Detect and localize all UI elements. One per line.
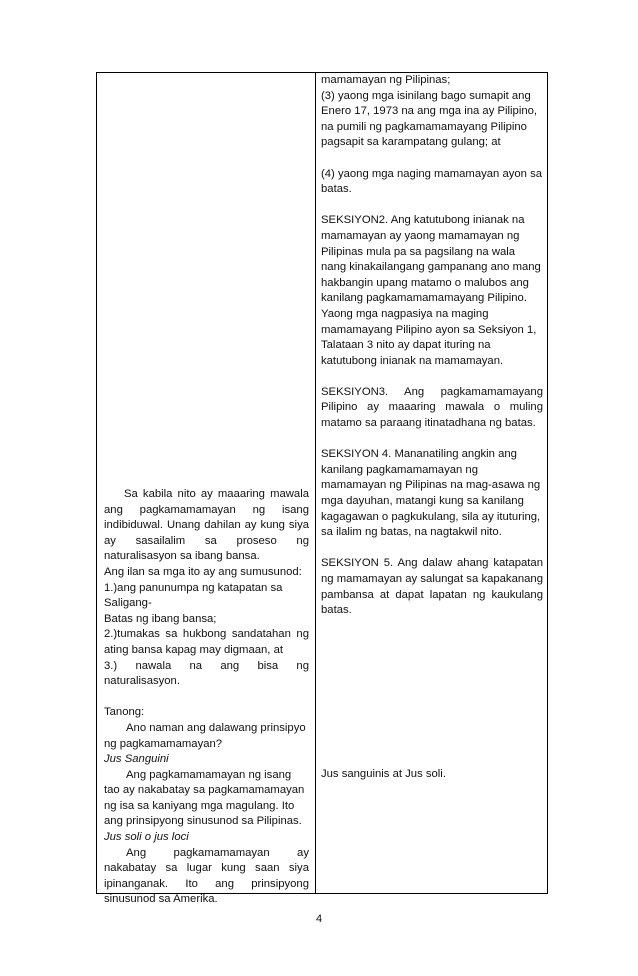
definition-jus-sanguini: Ang pagkamamamayan ng isang tao ay nakabatay sa pagkamamamayan ng isa sa kaniyang mga magulang. Ito ang prinsipyong sinusunod sa Pilipinas. — [104, 768, 305, 828]
page-number: 4 — [315, 913, 323, 925]
answer-text: Jus sanguinis at Jus soli. — [321, 768, 446, 780]
list-item-2: 2.)tumakas sa hukbong sandatahan ng ating bansa kapag may digmaan, at — [104, 628, 309, 656]
seksiyon-3: SEKSIYON3. Ang pagkamamamayang Pilipino ay maaaring mawala o muling matamo sa paraang itinatadhana ng batas. — [321, 385, 543, 430]
right-paragraph-1: mamamayan ng Pilipinas; — [321, 74, 451, 86]
tanong-label: Tanong: — [104, 706, 145, 719]
term-jus-sanguini: Jus Sanguini — [104, 753, 169, 766]
left-paragraph-2: Ang ilan sa mga ito ay ang sumusunod: — [104, 565, 302, 578]
seksiyon-5: SEKSIYON 5. Ang dalaw ahang katapatan ng mamamayan ay salungat sa kapakanang pambansa at dapat lapatan ng kaukulang batas. — [321, 557, 543, 617]
column-divider — [315, 73, 316, 893]
right-paragraph-2: (3) yaong mga isinilang bago sumapit ang Enero 17, 1973 na ang mga ina ay Pilipino, na pumili ng pagkamamamayang Pilipino pagsapit sa karampatang gulang; at — [321, 89, 538, 149]
term-jus-soli: Jus soli o jus loci — [104, 831, 189, 844]
right-paragraph-3: (4) yaong mga naging mamamayan ayon sa batas. — [321, 167, 543, 196]
list-item-1a: 1.)ang panunumpa ng katapatan sa Saligang- — [104, 581, 283, 610]
definition-jus-soli: Ang pagkamamamayan ay nakabatay sa lugar kung saan siya ipinanganak. Ito ang prinsipyong sinusunod sa Amerika. — [104, 846, 309, 906]
left-column — [104, 487, 309, 908]
left-paragraph-1: Sa kabila nito ay maaaring mawala ang pagkamamamayan ng isang indibiduwal. Unang dahilan ay kung siya ay sasailalim sa proseso ng naturalisasyon sa ibang bansa. — [104, 488, 309, 563]
question-text: Ano naman ang dalawang prinsipyo ng pagkamamamayan? — [104, 721, 306, 750]
list-item-1b: Batas ng ibang bansa; — [104, 612, 217, 625]
list-item-3: 3.) nawala na ang bisa ng naturalisasyon. — [104, 659, 309, 688]
seksiyon-2: SEKSIYON2. Ang katutubong inianak na mamamayan ay yaong mamamayan ng Pilipinas mula pa sa pagsilang na wala nang kinakailangang gampanang ano mang hakbangin upang matamo o malubos ang kanilang pagkamamamamayang Pilipino. Yaong mga nagpasiya na maging mamamayang Pilipino ayon sa Seksiyon 1, Talataan 3 nito ay dapat ituring na katutubong inianak na mamamayan. — [321, 214, 541, 367]
lesson-table — [96, 72, 548, 906]
seksiyon-4: SEKSIYON 4. Mananatiling angkin ang kanilang pagkamamamayan ng mamamayan ng Pilipinas na mag-asawa ng mga dayuhan, matangi kung sa kanilang kagagawan o pagkukulang, sila ay ituturing, sa ilalim ng batas, na nagtakwil nito. — [321, 448, 541, 539]
right-column — [321, 73, 543, 780]
